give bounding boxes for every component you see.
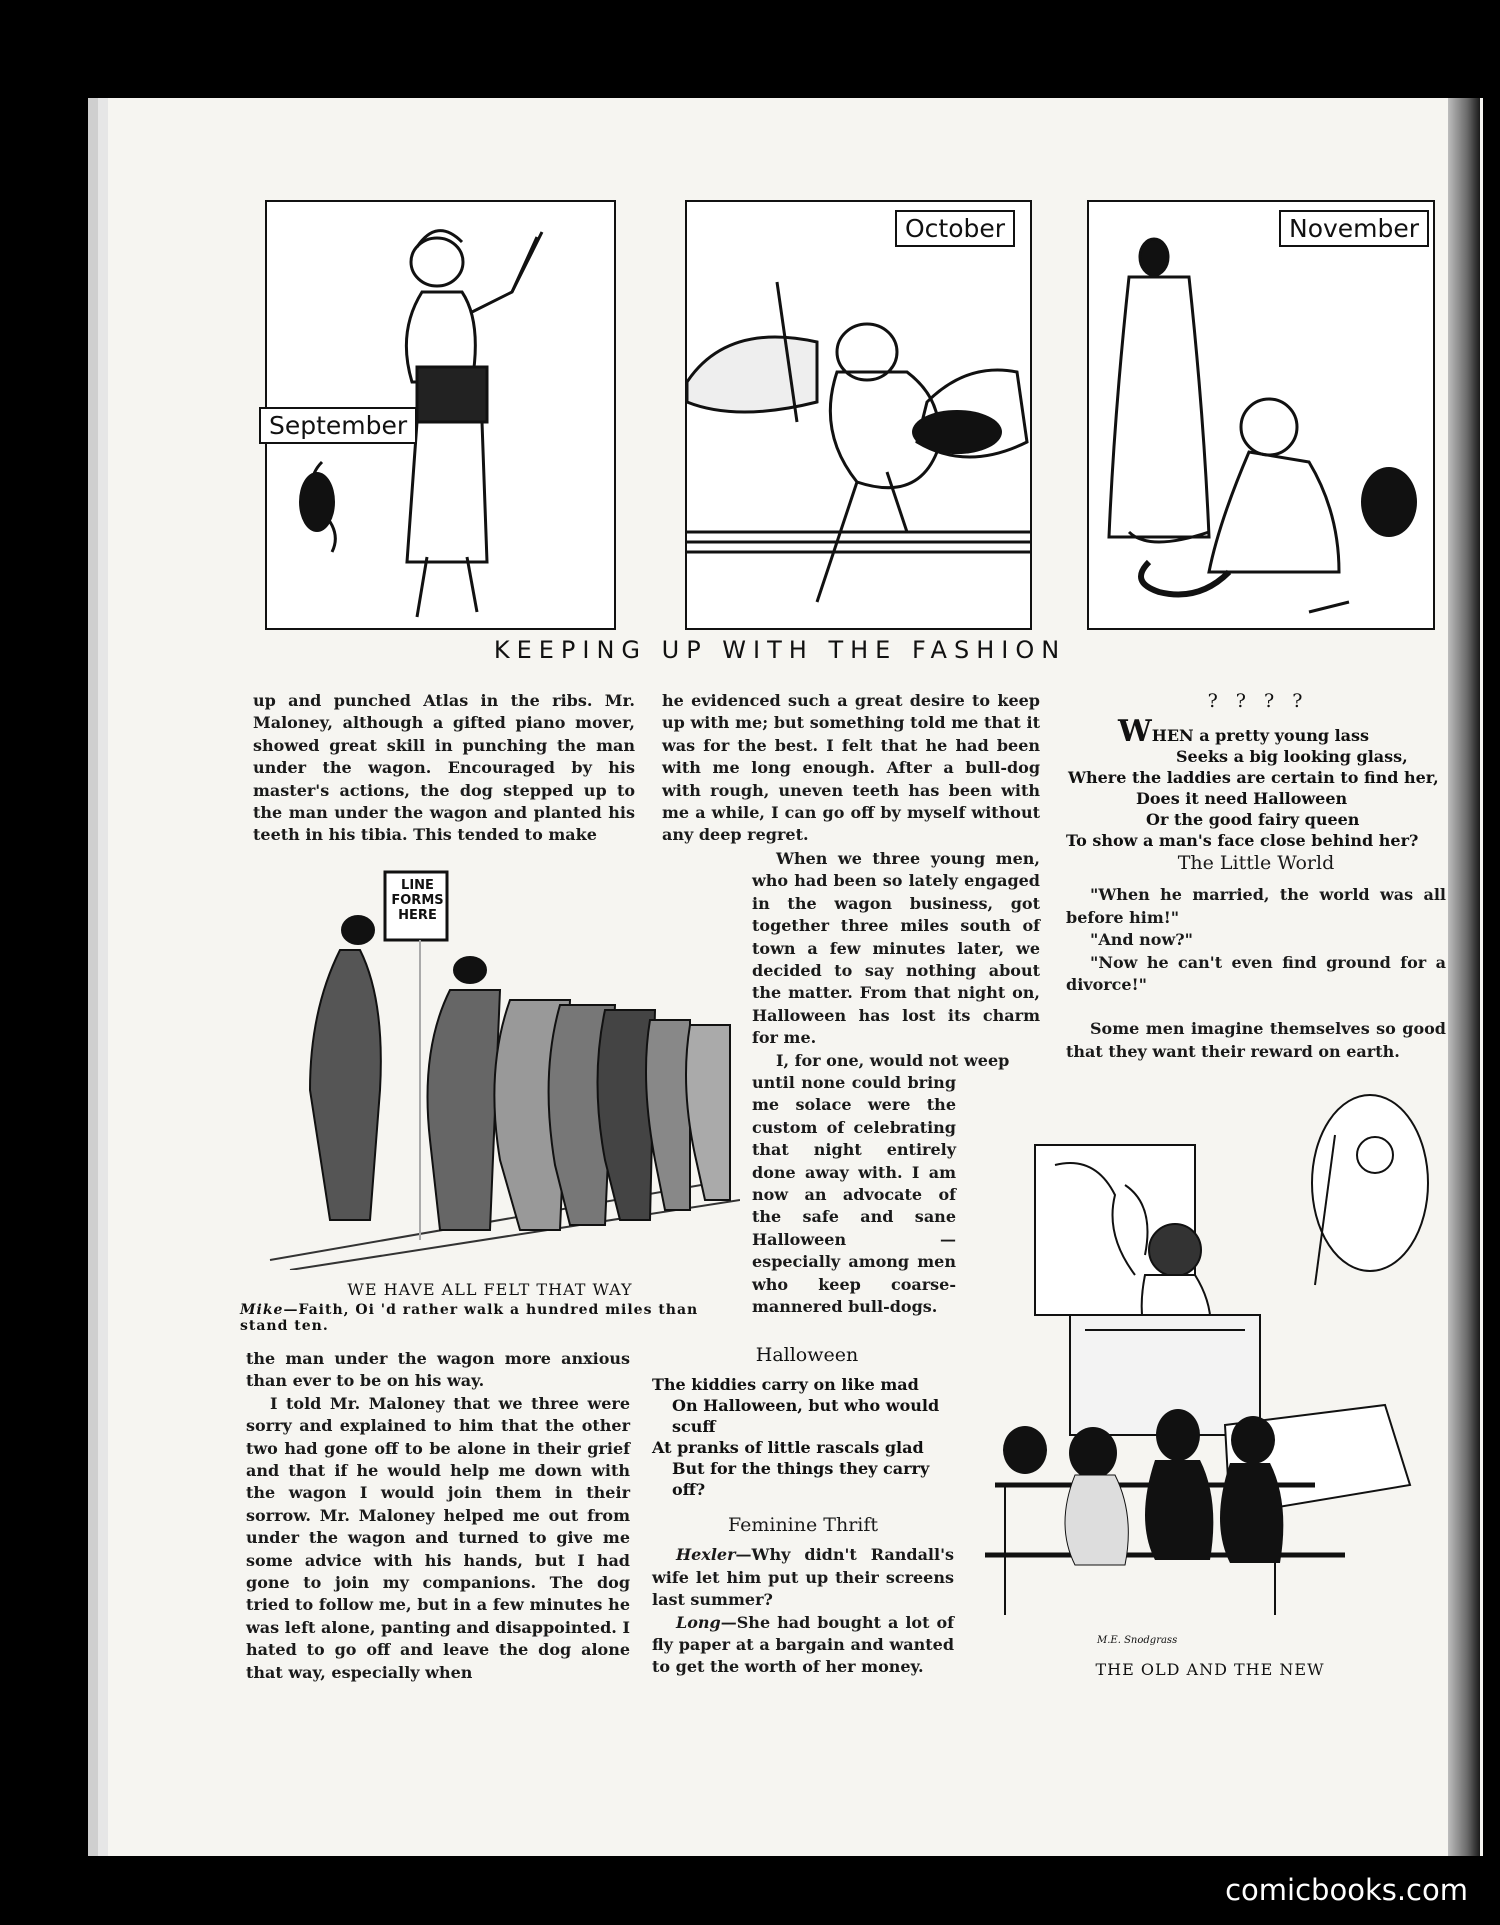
black-cat-icon	[299, 472, 335, 532]
drop-cap: W	[1118, 714, 1152, 749]
artist-signature: M.E. Snodgrass	[1097, 1635, 1178, 1646]
poem-line: At pranks of little rascals glad	[652, 1438, 924, 1457]
article-paragraph: up and punched Atlas in the ribs. Mr. Maloney, although a gifted piano mover, showed great skill in punching the man under the wagon. Encouraged by his master's actions, the dog stepped up to the man under the wagon and planted his teeth in his tibia. This tended to make	[253, 691, 635, 845]
dialogue-line: —She had bought a lot of fly paper at a bargain and wanted to get the worth of her money.	[652, 1612, 954, 1677]
little-world-title: The Little World	[1177, 852, 1335, 874]
poem-line: To show a man's face close behind her?	[1066, 831, 1419, 850]
poem-line: But for the things they carry off?	[672, 1459, 930, 1499]
school-caption: THE OLD AND THE NEW	[1095, 1660, 1325, 1679]
poem-line: On Halloween, but who would scuff	[672, 1396, 940, 1436]
article-col2-top	[662, 690, 1040, 847]
speaker-name: Hexler	[676, 1545, 736, 1565]
black-cat-icon	[912, 410, 1002, 454]
comic-title-banner: KEEPING UP WITH THE FASHION	[493, 636, 1067, 664]
feminine-thrift-title: Feminine Thrift	[727, 1514, 879, 1536]
poem-line: Does it need Halloween	[1136, 789, 1348, 808]
poem-line: HEN a pretty young lass	[1151, 726, 1370, 745]
article-paragraph: he evidenced such a great desire to keep up with me; but something told me that it was for the best. I felt that he had been with me long enough. After a bull-dog with rough, uneven teeth has been with me a while, I can go off by myself without any deep regret.	[662, 691, 1040, 845]
joke-line: "Now he can't even find ground for a divorce!"	[1066, 952, 1446, 995]
quote-text: —Faith, Oi 'd rather walk a hundred miles than stand ten.	[240, 1302, 699, 1334]
poem-line: The kiddies carry on like mad	[652, 1375, 919, 1394]
article-paragraph: I, for one, would not weep	[776, 1050, 1010, 1070]
comic-panel-september	[265, 200, 616, 630]
article-paragraph: the man under the wagon more anxious than ever to be on his way.	[246, 1349, 630, 1391]
comic-panel-october	[685, 200, 1032, 630]
joke-line: "When he married, the world was all before him!"	[1066, 885, 1446, 927]
dialogue-line: —Why didn't Randall's wife let him put up their screens last summer?	[652, 1545, 954, 1610]
poem-line: Where the laddies are certain to find her,	[1068, 768, 1439, 787]
epigram: Some men imagine themselves so good that they want their reward on earth.	[1066, 1019, 1446, 1061]
feminine-thrift	[652, 1514, 954, 1679]
little-world	[1066, 852, 1446, 1063]
comic-panel-november	[1087, 200, 1435, 630]
line-caption: WE HAVE ALL FELT THAT WAY	[347, 1280, 633, 1299]
sign-text: LINE FORMS HERE	[391, 878, 444, 923]
question-poem	[1066, 690, 1450, 851]
article-col1-top	[253, 690, 635, 847]
joke-line: "And now?"	[1090, 930, 1193, 950]
school-illustration	[975, 1085, 1445, 1650]
article-col2-bottom	[752, 1072, 956, 1318]
poem-line: Seeks a big looking glass,	[1176, 747, 1408, 766]
watermark: comicbooks.com	[1225, 1873, 1468, 1907]
line-illustration	[250, 860, 740, 1270]
october-label: October	[895, 210, 1015, 247]
line-quote	[240, 1302, 740, 1334]
poem-line: Or the good fairy queen	[1146, 810, 1360, 829]
article-col1-bottom	[246, 1348, 630, 1684]
black-cat-icon	[1361, 467, 1417, 537]
halloween-title: Halloween	[755, 1344, 859, 1366]
speaker-name: Mike	[240, 1302, 284, 1318]
page-spine	[1448, 98, 1480, 1856]
article-col2-middle	[752, 848, 1040, 1072]
november-label: November	[1279, 210, 1429, 247]
article-paragraph: until none could bring me solace were the custom of celebrating that night entirely done away with. I am now an advocate of the safe and sane Halloween — especially among men who keep coarse-mannered bull-dogs.	[752, 1073, 956, 1317]
halloween-poem	[652, 1344, 962, 1500]
article-paragraph: When we three young men, who had been so lately engaged in the wagon business, got together three miles south of town a few minutes later, we decided to say nothing about the matter. From that night on, Halloween has lost its charm for me.	[752, 849, 1040, 1048]
question-poem-title: ? ? ? ?	[1207, 690, 1309, 712]
september-label: September	[259, 407, 417, 444]
november-drawing	[1089, 202, 1433, 628]
october-drawing	[687, 202, 1030, 628]
article-paragraph: I told Mr. Maloney that we three were sorry and explained to him that the other two had gone off to be alone in their grief and that if he would help me down with the wagon I would join them in their sorrow. Mr. Maloney helped me out from under the wagon and turned to give me some advice with his hands, but I had gone to join my companions. The dog tried to follow me, but in a few minutes he was left alone, panting and disappointed. I hated to go off and leave the dog alone that way, especially when	[246, 1393, 630, 1682]
speaker-name: Long	[676, 1612, 721, 1632]
